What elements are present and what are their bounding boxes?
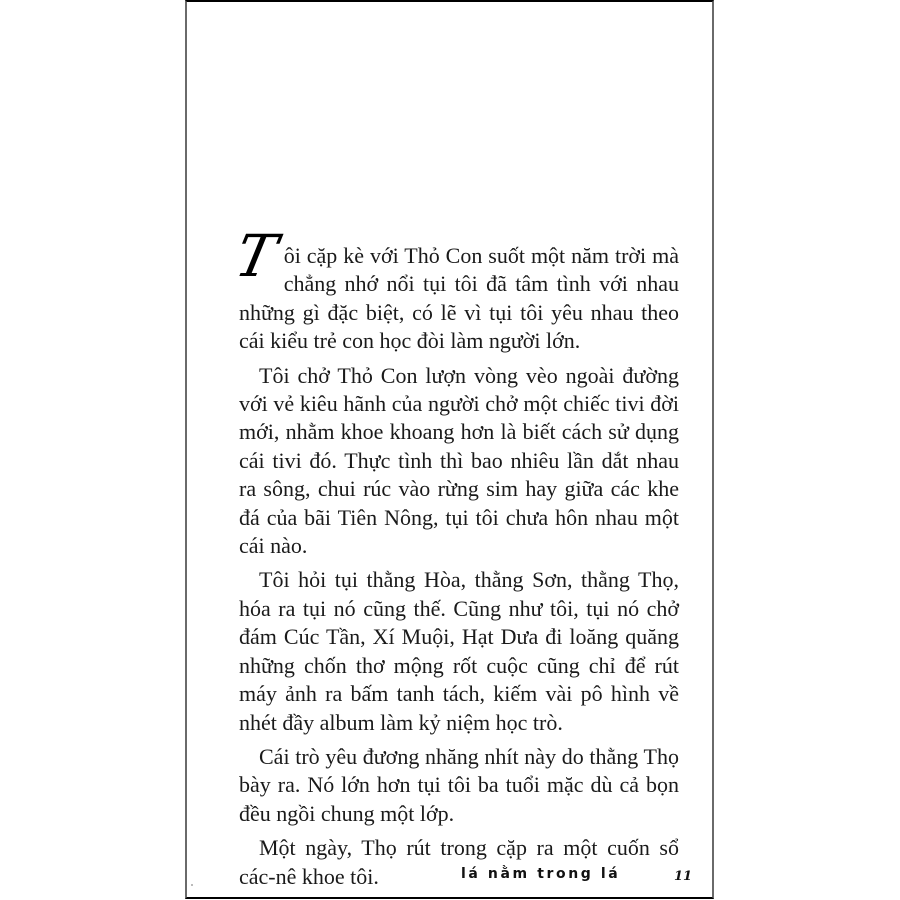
paragraph-5: Một ngày, Thọ rút trong cặp ra một cuốn sổ các-nê khoe tôi. xyxy=(239,835,679,889)
book-page xyxy=(185,0,714,899)
opening-paragraph-text: ôi cặp kè với Thỏ Con suốt một năm trời mà chẳng nhớ nổi tụi tôi đã tâm tình với nhau những gì đặc biệt, có lẽ vì tụi tôi yêu nhau theo cái kiểu trẻ con học đòi làm người lớn. xyxy=(239,243,679,354)
drop-cap-letter: T xyxy=(229,222,283,290)
scan-speck xyxy=(191,884,193,886)
paragraph-2: Tôi chở Thỏ Con lượn vòng vèo ngoài đường với vẻ kiêu hãnh của người chở một chiếc tivi đời mới, nhằm khoe khoang hơn là biết cách sử dụng cái tivi đó. Thực tình thì bao nhiêu lần dắt nhau ra sông, chui rúc vào rừng sim hay giữa các khe đá của bãi Tiên Nông, tụi tôi chưa hôn nhau một cái nào. xyxy=(239,362,679,559)
opening-paragraph xyxy=(229,222,679,356)
paragraph-4: Cái trò yêu đương nhăng nhít này do thằng Thọ bày ra. Nó lớn hơn tụi tôi ba tuổi mặc dù cả bọn đều ngồi chung một lớp. xyxy=(239,743,679,826)
paragraph-3: Tôi hỏi tụi thằng Hòa, thằng Sơn, thằng Thọ, hóa ra tụi nó cũng thế. Cũng như tôi, tụi nó chở đám Cúc Tần, Xí Muội, Hạt Dưa đi loăng quăng những chốn thơ mộng rốt cuộc cũng chỉ để rút máy ảnh ra bấm tanh tách, kiếm vài pô hình về nhét đầy album làm kỷ niệm học trò. xyxy=(239,567,679,735)
running-title: lá nằm trong lá xyxy=(461,866,621,882)
chapter-body xyxy=(229,222,679,897)
page-footer xyxy=(187,866,712,892)
page-number: 11 xyxy=(674,869,693,884)
